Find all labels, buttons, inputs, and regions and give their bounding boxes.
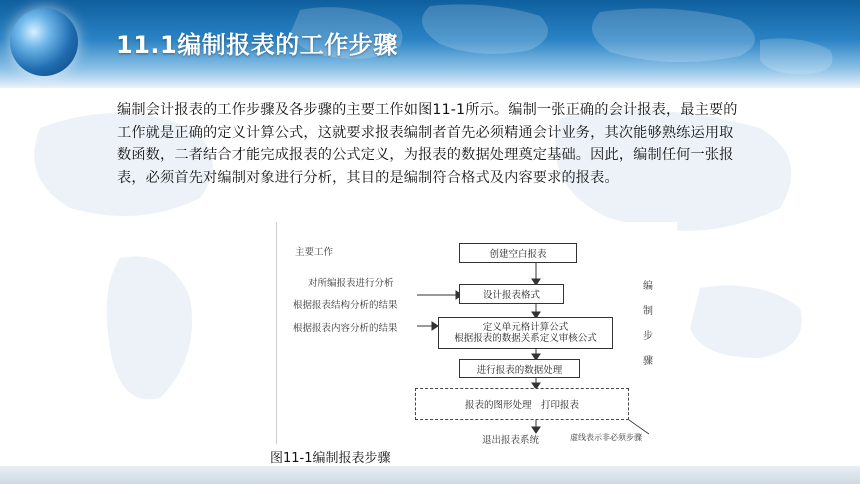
step-create-blank-report: 创建空白报表	[459, 243, 577, 263]
body-paragraph: 编制会计报表的工作步骤及各步骤的主要工作如图11-1所示。编制一张正确的会计报表，最主要的工作就是正确的定义计算公式，这就要求报表编制者首先必须精通会计业务，其次能够熟练运用取数函数，二者结合才能完成报表的公式定义，为报表的数据处理奠定基础。因此，编制任何一张报表，必须首先对编制对象进行分析，其目的是编制符合格式及内容要求的报表。	[117, 102, 738, 186]
step-design-format: 设计报表格式	[459, 284, 564, 304]
step-graphics-print: 报表的图形处理 打印报表	[415, 388, 629, 420]
flowchart-figure	[276, 222, 677, 444]
side-char: 骤	[643, 356, 653, 367]
page-title: 11.1编制报表的工作步骤	[116, 31, 398, 59]
side-label-steps	[641, 274, 655, 374]
step-define-line-1: 定义单元格计算公式	[482, 322, 569, 333]
side-char: 步	[643, 331, 653, 342]
left-note-analyze: 对所编报表进行分析	[308, 278, 394, 289]
step-data-processing: 进行报表的数据处理	[459, 359, 580, 378]
left-note-content: 根据报表内容分析的结果	[293, 323, 398, 334]
footer-bar	[0, 466, 860, 484]
side-char: 制	[643, 306, 653, 317]
step-define-formulas	[438, 317, 613, 349]
main-work-label: 主要工作	[295, 247, 334, 258]
side-char: 编	[643, 281, 653, 292]
header-banner	[0, 0, 860, 88]
dashed-line-note: 虚线表示非必须步骤	[570, 433, 642, 442]
left-note-structure: 根据报表结构分析的结果	[293, 300, 398, 311]
figure-caption: 图11-1编制报表步骤	[270, 451, 391, 466]
step-define-line-2: 根据报表的数据关系定义审核公式	[454, 333, 597, 344]
globe-logo-icon	[10, 8, 78, 76]
step-exit-system: 退出报表系统	[482, 435, 540, 446]
